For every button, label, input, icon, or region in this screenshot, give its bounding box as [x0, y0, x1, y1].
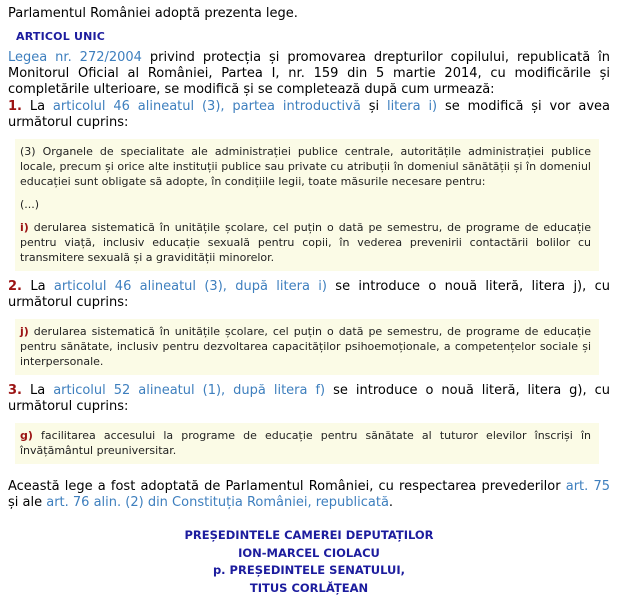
adoption-mid: și ale [8, 495, 47, 510]
signature-block [8, 527, 610, 597]
art-75-link[interactable]: art. 75 [565, 479, 610, 494]
provision-1-text: (3) Organele de specialitate ale administrației publice centrale, autoritățile administrației publice locale, precum și orice alte instituții publice sau private cu atribuții în domeniul sănătății și în domeniul educației sunt obligate să adopte, în condițiile legii, toate măsurile necesare pentru: [20, 145, 591, 188]
quoted-provision-1 [15, 139, 599, 271]
article-52-after-f-link[interactable]: articolul 52 alineatul (1), după litera f) [53, 383, 326, 398]
art-76-constitution-link[interactable]: art. 76 alin. (2) din Constituția României, republicată [46, 495, 389, 510]
intro-text: Parlamentul României adoptă prezenta lege. [8, 6, 298, 21]
section-3-rest: se introduce o nouă literă, litera g), cu următorul cuprins: [8, 383, 611, 414]
letter-i-text: derularea sistematică în unitățile școlare, cel puțin o dată pe semestru, de programe de educație pentru viață, inclusiv educație sexuală pentru copii, în vederea prevenirii contactării bolilor cu transmitere sexuală și a gravidității minorelor. [20, 221, 591, 264]
provision-1-ellipsis [20, 197, 591, 212]
signature-title-senate: p. PREȘEDINTELE SENATULUI, [212, 563, 406, 577]
signature-title-deputies: PREȘEDINTELE CAMEREI DEPUTAȚILOR [184, 528, 434, 542]
provision-2-letter-j [20, 324, 591, 369]
section-3-number: 3. [8, 383, 22, 398]
letter-i-link[interactable]: litera i) [386, 99, 438, 114]
section-1-rest: se modifică și vor avea următorul cuprins: [8, 99, 610, 130]
article-46-intro-link[interactable]: articolul 46 alineatul (3), partea introductivă [52, 99, 361, 114]
section-1-mid: și [360, 99, 387, 114]
signature-name-corlatean: TITUS CORLĂȚEAN [249, 580, 369, 595]
letter-j-text: derularea sistematică în unitățile școlare, cel puțin o dată pe semestru, de programe de educație pentru sănătate, inclusiv pentru dezvoltarea capacităților psihoemoționale, a competențelor sociale și interpersonale. [20, 325, 591, 368]
adoption-end: . [388, 495, 394, 510]
adoption-paragraph [8, 479, 610, 511]
letter-g-text: facilitarea accesului la programe de educație pentru sănătate al tuturor elevilor înscriși în învățământul preuniversitar. [20, 429, 591, 457]
section-3-paragraph [8, 383, 610, 415]
provision-1-letter-i [20, 220, 591, 265]
section-3-pre: La [21, 383, 54, 398]
letter-i-marker: i) [20, 221, 29, 234]
adoption-pre: Această lege a fost adoptată de Parlamentul României, cu respectarea prevederilor [8, 479, 566, 494]
section-1-pre: La [21, 99, 53, 114]
articol-unic-heading: ARTICOL UNIC [16, 30, 106, 43]
intro-paragraph [8, 6, 610, 22]
section-2-number: 2. [8, 279, 22, 294]
section-2-rest: se introduce o nouă literă, litera j), cu următorul cuprins: [8, 279, 610, 310]
quoted-provision-2 [15, 319, 599, 375]
section-2-pre: La [21, 279, 54, 294]
law-reference-paragraph [8, 50, 610, 98]
section-1-number: 1. [8, 99, 22, 114]
section-1-paragraph [8, 99, 610, 131]
ellipsis-text: (...) [20, 198, 40, 211]
quoted-provision-3 [15, 423, 599, 464]
provision-1-paragraph [20, 144, 591, 189]
signature-name-ciolacu: ION-MARCEL CIOLACU [238, 545, 380, 560]
article-46-after-i-link[interactable]: articolul 46 alineatul (3), după litera i) [53, 279, 327, 294]
letter-g-marker: g) [20, 429, 33, 442]
letter-j-marker: j) [20, 325, 29, 338]
section-2-paragraph [8, 279, 610, 311]
provision-3-letter-g [20, 428, 591, 458]
law-272-2004-link[interactable]: Legea nr. 272/2004 [8, 50, 142, 65]
law-reference-text: privind protecția și promovarea drepturilor copilului, republicată în Monitorul Oficial al României, Partea I, nr. 159 din 5 martie 2014, cu modificările și completările ulterioare, se modifică și se completează după cum urmează: [8, 50, 610, 97]
